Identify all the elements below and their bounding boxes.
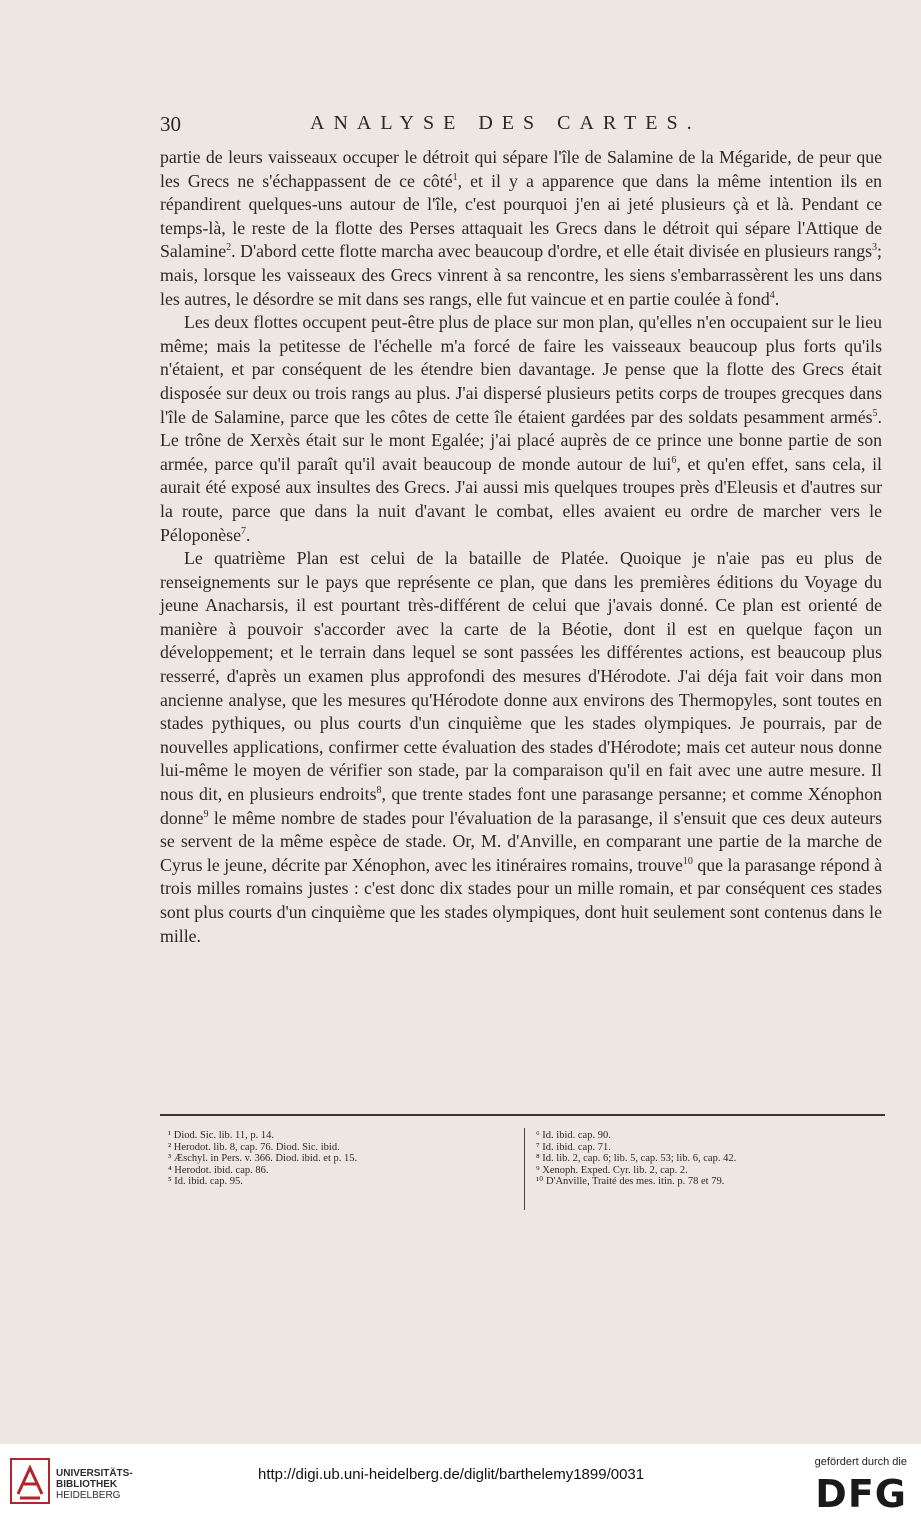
- footnote-ref[interactable]: 9: [203, 808, 209, 820]
- university-name: [56, 1468, 133, 1501]
- main-text: [160, 146, 882, 948]
- university-seal-icon: [10, 1458, 50, 1504]
- footnote-ref[interactable]: 8: [376, 785, 382, 797]
- paragraph-2: [160, 311, 882, 547]
- paragraph-1: [160, 146, 882, 311]
- footnote-ref[interactable]: 6: [671, 454, 677, 466]
- university-line: UNIVERSITÄTS-: [56, 1468, 133, 1479]
- footnote: ⁹ Xenoph. Exped. Cyr. lib. 2, cap. 2.: [536, 1164, 688, 1176]
- text-run: que la parasange répond à trois milles romains justes : c'est donc dix stades pour un mille romain, et par conséquent ces stades sont plus courts d'un cinquième que les stades olympiques, dont huit seulement sont contenus dans le mille.: [160, 854, 882, 946]
- footnote: ⁴ Herodot. ibid. cap. 86.: [168, 1164, 269, 1176]
- text-run: , que trente stades font une parasange persanne; et comme Xénophon donne: [160, 784, 882, 828]
- footnote: ² Herodot. lib. 8, cap. 76. Diod. Sic. ibid.: [168, 1141, 340, 1153]
- text-run: ; mais, lorsque les vaisseaux des Grecs vinrent à sa rencontre, les siens s'embarrassèrent les uns dans les autres, le désordre se mit dans ses rangs, elle fut vaincue et en partie coulée à fond: [160, 241, 882, 309]
- footnote-ref[interactable]: 7: [241, 525, 246, 537]
- footnote-separator: [160, 1114, 885, 1116]
- text-run: . D'abord cette flotte marcha avec beaucoup d'ordre, et elle était divisée en plusieurs rangs: [231, 241, 873, 262]
- footnote-ref[interactable]: 2: [226, 242, 232, 254]
- text-run: , et qu'en effet, sans cela, il aurait été exposé aux insultes des Grecs. J'ai aussi mis quelques troupes près d'Eleusis et d'autres sur la route, parce que dans la nuit d'avant le combat, elles avaient eu ordre de marcher vers le Péloponèse: [160, 453, 882, 545]
- permalink-url[interactable]: http://digi.ub.uni-heidelberg.de/diglit/barthelemy1899/0031: [258, 1466, 645, 1483]
- footnote-ref[interactable]: 5: [872, 407, 878, 419]
- text-run: .: [246, 524, 251, 545]
- viewer-footer: [0, 1444, 921, 1520]
- running-title: ANALYSE DES CARTES.: [310, 112, 701, 134]
- text-run: .: [774, 288, 780, 309]
- text-run: Les deux flottes occupent peut-être plus de place sur mon plan, qu'elles n'en occupaient sur le lieu même; mais la petitesse de l'échelle m'a forcé de faire les vaisseaux beaucoup plus forts qu'ils n'étaient, et par conséquent de les étendre bien davantage. Je pense que la flotte des Grecs était disposée sur deux ou trois rangs au plus. J'ai dispersé plusieurs petits corps de troupes grecques dans l'île de Salamine, parce que les côtes de cette île étaient gardées par des soldats pesamment armés: [160, 312, 882, 427]
- text-run: partie de leurs vaisseaux occuper le détroit qui sépare l'île de Salamine de la Mégaride, de peur que les Grecs ne s'échappassent de ce côté: [160, 147, 882, 191]
- page-number: 30: [160, 112, 181, 136]
- footnote: ⁶ Id. ibid. cap. 90.: [536, 1130, 611, 1141]
- text-run: Le quatrième Plan est celui de la bataille de Platée. Quoique je n'aie pas eu plus de renseignements sur le pays que représente ce plan, que dans les premières éditions du Voyage du jeune Anacharsis, il est pourtant très-différent de celui que j'avais donné. Ce plan est orienté de manière à pouvoir s'accorder avec la carte de la Béotie, dont il est en quelque façon un développement; et le terrain dans lequel se sont passées les différentes actions, est beaucoup plus resserré, d'après un examen plus approfondi des mesures d'Hérodote. J'ai déja fait voir dans mon ancienne analyse, que les mesures qu'Hérodote donne aux environs des Thermopyles, sont toutes en stades pythiques, ou plus courts d'un cinquième que les stades olympiques. Je pourrais, par de nouvelles applications, confirmer cette évaluation des stades d'Hérodote; mais cet auteur nous donne lui-même le moyen de vérifier son stade, par la comparaison qu'il en fait avec une autre mesure. Il nous dit, en plusieurs endroits: [160, 548, 882, 805]
- footnote: ⁵ Id. ibid. cap. 95.: [168, 1176, 243, 1188]
- footnote: ¹ Diod. Sic. lib. 11, p. 14.: [168, 1130, 275, 1141]
- footnote-ref[interactable]: 1: [452, 171, 458, 183]
- footnote-ref[interactable]: 3: [872, 242, 878, 254]
- footnote: ⁷ Id. ibid. cap. 71.: [536, 1141, 611, 1153]
- footnote-ref[interactable]: 10: [682, 855, 693, 867]
- footnotes-left: [168, 1130, 508, 1188]
- text-run: le même nombre de stades pour l'évaluation de la parasange, il s'ensuit que ces deux auteurs se servent de la même espèce de stade. Or, M. d'Anville, en comparant une partie de la marche de Cyrus le jeune, décrite par Xénophon, avec les itinéraires romains, trouve: [160, 807, 882, 875]
- page-header: [160, 108, 880, 142]
- footnotes-right: [536, 1130, 876, 1188]
- footnote-ref[interactable]: 4: [769, 289, 775, 301]
- university-line: HEIDELBERG: [56, 1490, 121, 1501]
- university-line: BIBLIOTHEK: [56, 1479, 118, 1490]
- footnote-column-divider: [524, 1128, 525, 1210]
- paragraph-3: [160, 547, 882, 948]
- footnote: ⁸ Id. lib. 2, cap. 6; lib. 5, cap. 53; lib. 6, cap. 42.: [536, 1153, 737, 1165]
- text-run: . Le trône de Xerxès était sur le mont Egalée; j'ai placé auprès de ce prince une bonne partie de son armée, parce qu'il paraît qu'il avait beaucoup de monde autour de lui: [160, 406, 882, 474]
- dfg-logo: DFG: [815, 1472, 907, 1516]
- footnote: ³ Æschyl. in Pers. v. 366. Diod. ibid. et p. 15.: [168, 1153, 358, 1165]
- funding-caption: gefördert durch die: [814, 1456, 907, 1468]
- footnote: ¹⁰ D'Anville, Traité des mes. itin. p. 78 et 79.: [536, 1176, 725, 1188]
- text-run: , et il y a apparence que dans la même intention ils en répandirent quelques-uns autour de l'île, c'est pourquoi j'en ai jeté plusieurs çà et là. Pendant ce temps-là, le reste de la flotte des Perses attaquait les Grecs dans le détroit qui sépare l'Attique de Salamine: [160, 170, 882, 262]
